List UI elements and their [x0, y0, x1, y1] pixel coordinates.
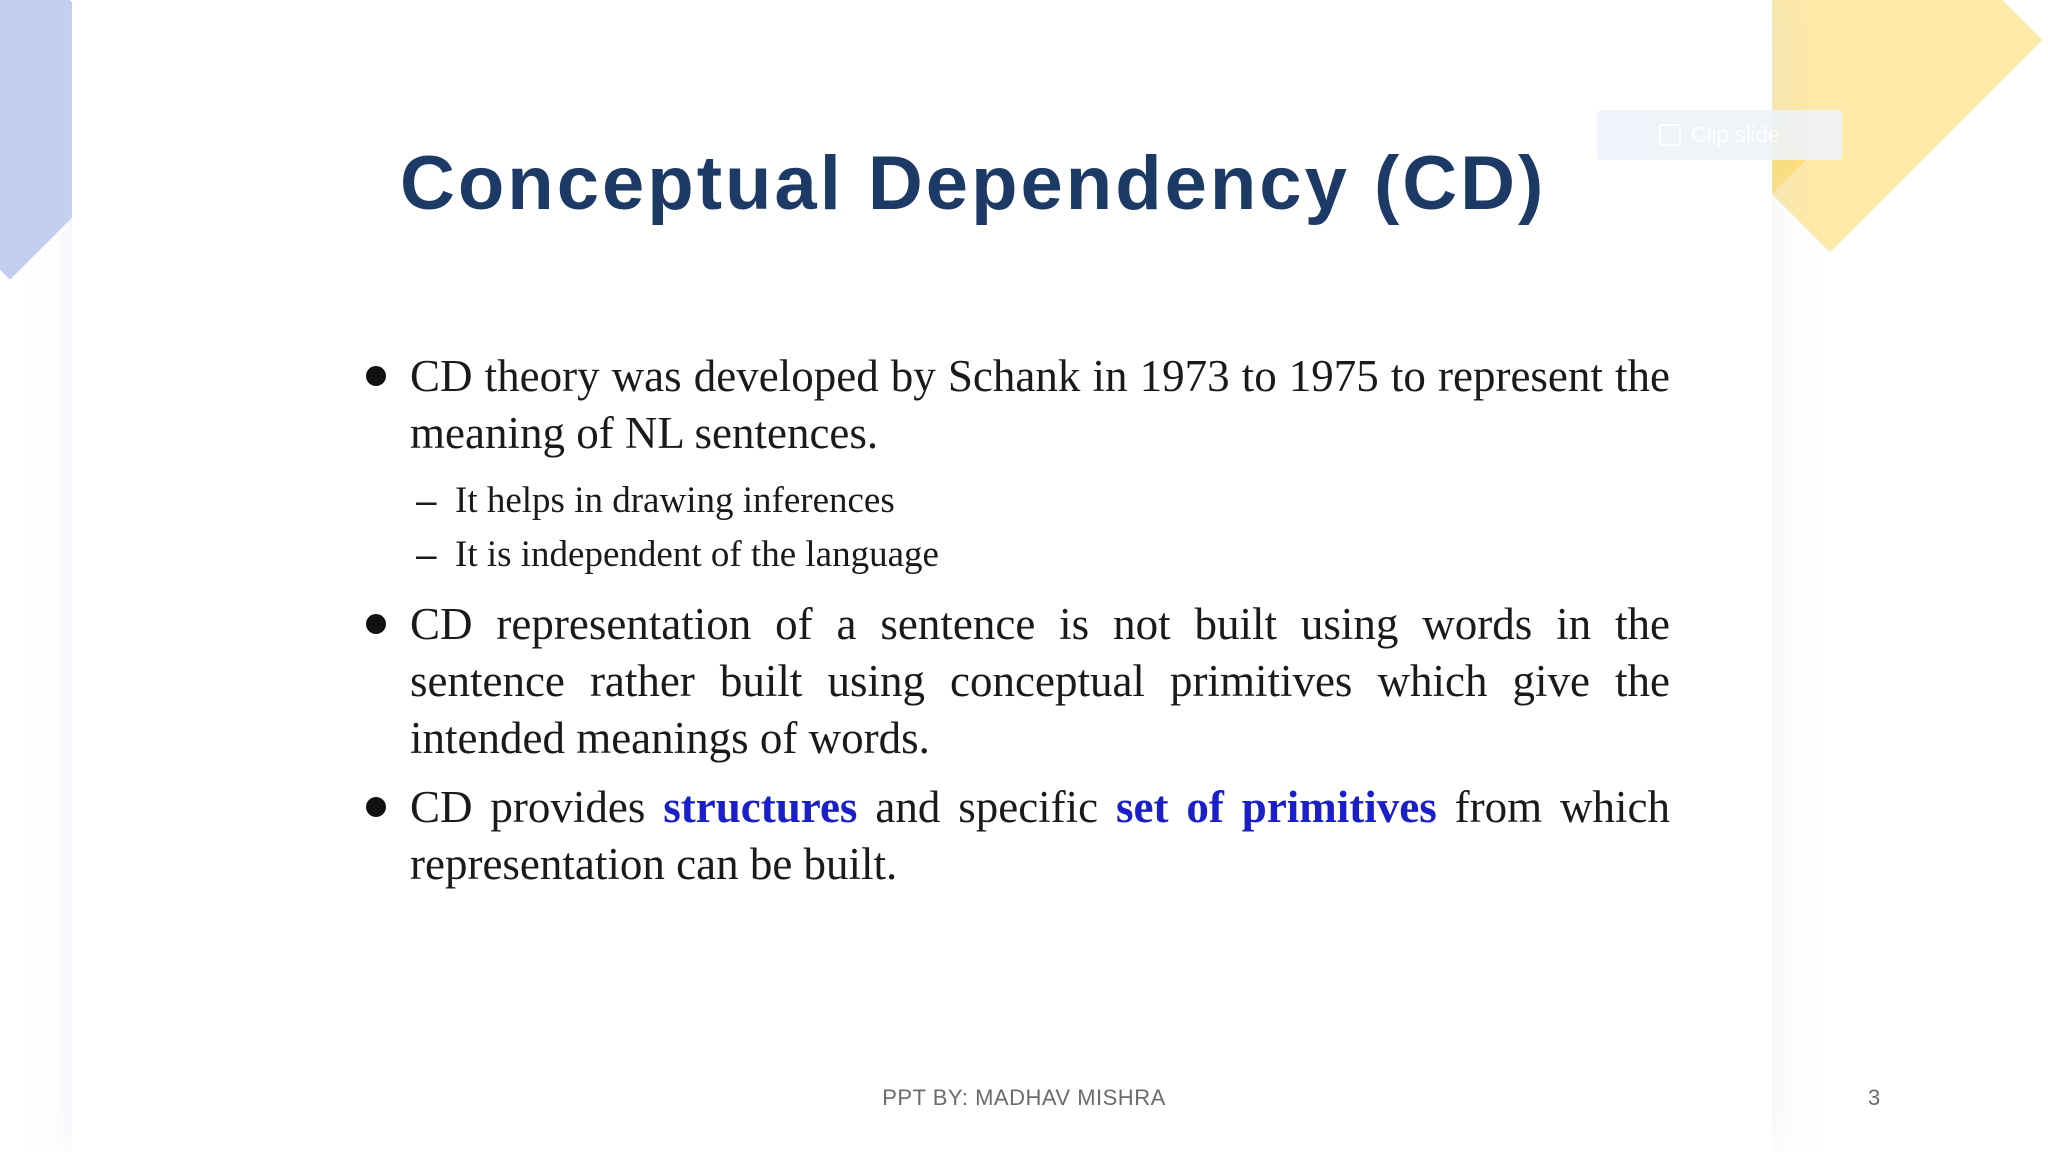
dash-icon: – [416, 480, 437, 521]
bullet-item [362, 348, 1670, 462]
bullet-text-before: CD provides [410, 782, 646, 832]
bullet-text: CD theory was developed by Schank in 1973 to 1975 to represent the meaning of NL sentences. [410, 351, 1670, 458]
sub-bullet-list [410, 474, 1670, 582]
bullet-text-after: from which representation can be built. [410, 782, 1671, 889]
footer-author: PPT BY: MADHAV MISHRA [882, 1085, 1166, 1110]
bullet-text: CD representation of a sentence is not built using words in the sentence rather built using conceptual primitives which give the intended meanings of words. [410, 599, 1670, 763]
bullet-item [362, 779, 1670, 893]
sub-bullet-text: It is independent of the language [455, 534, 939, 575]
clip-slide-button[interactable] [1597, 110, 1842, 160]
bullet-text-middle: and specific [875, 782, 1099, 832]
bullet-dot-icon [366, 797, 386, 817]
bullet-item [362, 596, 1670, 767]
sub-bullet-item [410, 528, 1670, 582]
highlight-structures: structures [663, 782, 858, 832]
highlight-set-of-primitives: set of primitives [1116, 782, 1437, 832]
clipboard-icon [1659, 124, 1681, 146]
page-number: 3 [1868, 1085, 1881, 1110]
slide-title: Conceptual Dependency (CD) [400, 141, 1547, 226]
bullet-dot-icon [366, 614, 386, 634]
dash-icon: – [416, 534, 437, 575]
sub-bullet-item [410, 474, 1670, 528]
clip-slide-label: Clip slide [1690, 122, 1781, 147]
bullet-dot-icon [366, 366, 386, 386]
bullet-list [362, 348, 1670, 905]
sub-bullet-text: It helps in drawing inferences [455, 480, 895, 521]
